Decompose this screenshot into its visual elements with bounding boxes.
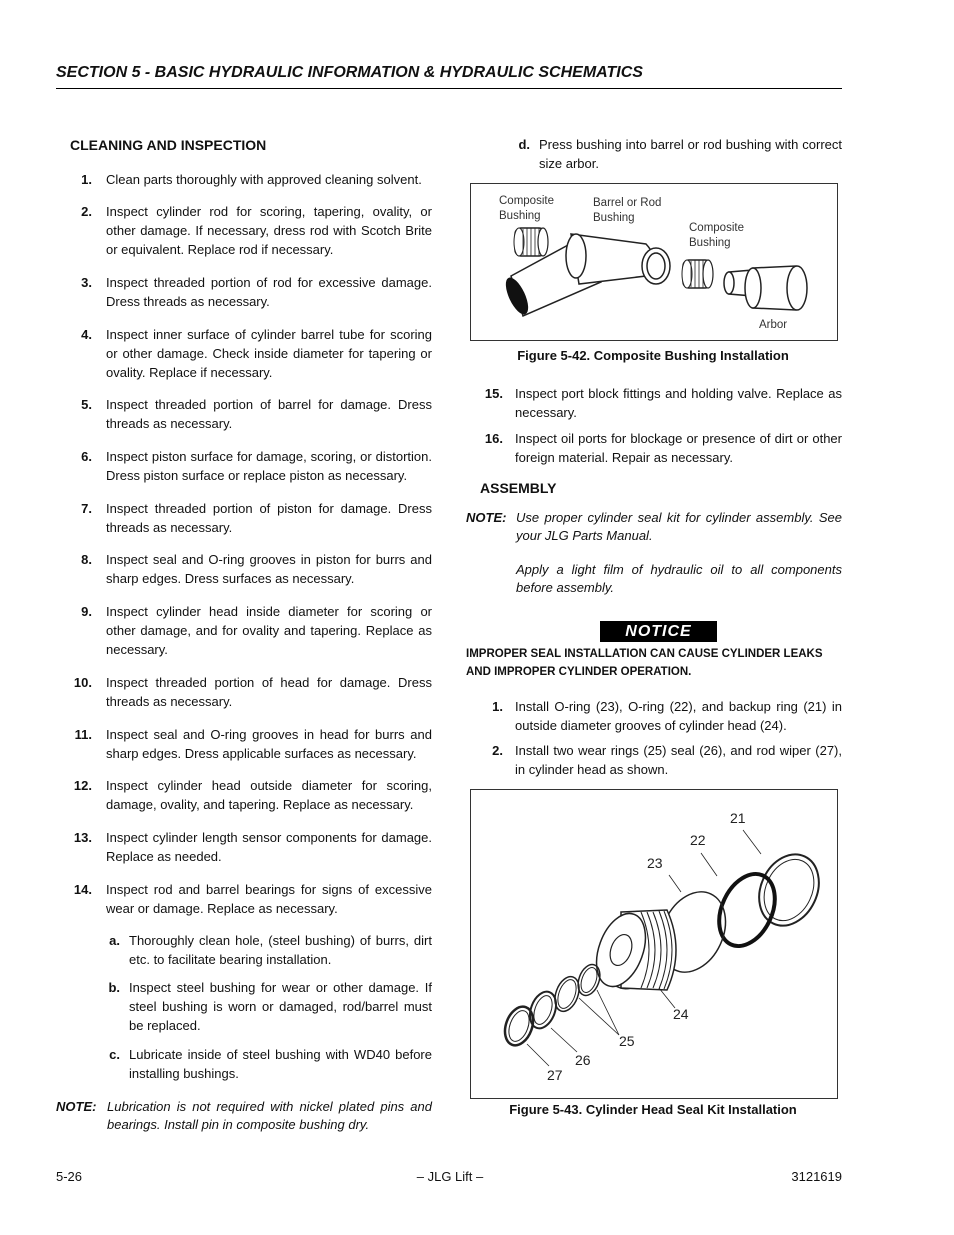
list-item (66, 325, 432, 382)
item-num: 9. (81, 604, 92, 619)
section-title: SECTION 5 - BASIC HYDRAULIC INFORMATION & HYDRAULIC SCHEMATICS (56, 64, 842, 89)
list-item (477, 384, 842, 422)
callout-25: 25 (619, 1033, 635, 1049)
item-text: Inspect threaded portion of piston for damage. Dress threads as necessary. (106, 501, 432, 535)
subitem-text: Thoroughly clean hole, (steel bushing) of burrs, dirt etc. to facilitate bearing installation. (129, 933, 432, 967)
item-num: 1. (81, 172, 92, 187)
subitem-text: Lubricate inside of steel bushing with WD40 before installing bushings. (129, 1047, 432, 1081)
list-item (66, 170, 432, 189)
note-text-1: Use proper cylinder seal kit for cylinder assembly. See your JLG Parts Manual. (516, 510, 842, 543)
page-number: 5-26 (56, 1169, 83, 1184)
item-num: 8. (81, 552, 92, 567)
list-item (66, 550, 432, 588)
item-num: 5. (81, 397, 92, 412)
list-item (66, 602, 432, 659)
callout-26: 26 (575, 1052, 591, 1068)
item-text: Inspect seal and O-ring grooves in head for burrs and sharp edges. Dress applicable surfaces as necessary. (106, 727, 432, 761)
list-item (66, 499, 432, 537)
callout-22: 22 (690, 832, 706, 848)
notice-text: IMPROPER SEAL INSTALLATION CAN CAUSE CYLINDER LEAKS AND IMPROPER CYLINDER OPERATION. (466, 648, 823, 678)
list-item (66, 880, 432, 918)
item-text: Inspect threaded portion of rod for excessive damage. Dress threads as necessary. (106, 275, 432, 309)
list-item (66, 202, 432, 259)
note-text: Lubrication is not required with nickel plated pins and bearings. Install pin in composite bushing dry. (107, 1099, 432, 1132)
item-num: 1. (492, 699, 503, 714)
label-arbor: Arbor (759, 319, 788, 331)
item-num: 2. (492, 743, 503, 758)
item-text: Install O-ring (23), O-ring (22), and backup ring (21) in outside diameter grooves of cylinder head (24). (515, 699, 842, 733)
doc-number: 3121619 (791, 1169, 842, 1184)
list-item (66, 395, 432, 433)
subitem-num: d. (518, 137, 530, 152)
item-text: Inspect seal and O-ring grooves in piston for burrs and sharp edges. Dress surfaces as necessary. (106, 552, 432, 586)
callout-27: 27 (547, 1067, 563, 1083)
figure-5-42-caption: Figure 5-42. Composite Bushing Installation (517, 348, 789, 363)
item-num: 12. (73, 778, 92, 793)
item-text: Inspect oil ports for blockage or presence of dirt or other foreign material. Repair as necessary. (515, 431, 842, 465)
list-item (477, 741, 842, 779)
note-label: NOTE: (466, 510, 507, 525)
list-item (66, 673, 432, 711)
seal-kit-illustration (471, 790, 837, 1098)
item-text: Inspect piston surface for damage, scoring, or distortion. Dress piston surface or replace piston as necessary. (106, 449, 432, 483)
item-text: Install two wear rings (25) seal (26), and rod wiper (27), in cylinder head as shown. (515, 743, 842, 777)
label-composite-bushing-1: Composite Bushing (499, 195, 554, 222)
assembly-note (466, 509, 842, 597)
assembly-heading: ASSEMBLY (480, 480, 557, 496)
callout-24: 24 (673, 1006, 689, 1022)
subitem-d (510, 135, 842, 173)
sub-item (100, 1045, 432, 1083)
item-num: 14. (73, 882, 92, 897)
item-text: Inspect cylinder head inside diameter for scoring or other damage, and for ovality and tapering. Replace as necessary. (106, 604, 432, 657)
list-item (66, 828, 432, 866)
sub-item (100, 931, 432, 969)
item-num: 3. (81, 275, 92, 290)
item-text: Inspect cylinder head outside diameter for scoring, damage, ovality, and tapering. Replace as necessary. (106, 778, 432, 812)
note-label: NOTE: (56, 1099, 97, 1114)
subitem-num: c. (109, 1047, 120, 1062)
cleaning-heading: CLEANING AND INSPECTION (70, 137, 267, 153)
list-item (66, 447, 432, 485)
item-text: Inspect threaded portion of barrel for damage. Dress threads as necessary. (106, 397, 432, 431)
subitem-num: a. (109, 933, 120, 948)
item-num: 7. (81, 501, 92, 516)
subitem-text: Press bushing into barrel or rod bushing with correct size arbor. (539, 137, 842, 171)
callout-21: 21 (730, 810, 746, 826)
item-text: Inspect threaded portion of head for damage. Dress threads as necessary. (106, 675, 432, 709)
callout-23: 23 (647, 855, 663, 871)
item-num: 10. (73, 675, 92, 690)
item-text: Inspect port block fittings and holding valve. Replace as necessary. (515, 386, 842, 420)
notice-badge: NOTICE (600, 621, 717, 642)
item-text: Inspect rod and barrel bearings for signs of excessive wear or damage. Replace as necessary. (106, 882, 432, 916)
item-num: 11. (74, 727, 92, 742)
item-text: Clean parts thoroughly with approved cleaning solvent. (106, 172, 422, 187)
list-item (66, 725, 432, 763)
figure-seal-kit (470, 789, 838, 1099)
footer-center: – JLG Lift – (416, 1169, 484, 1184)
left-note (56, 1098, 432, 1134)
figure-5-43-caption: Figure 5-43. Cylinder Head Seal Kit Installation (509, 1102, 797, 1117)
note-text-2: Apply a light film of hydraulic oil to all components before assembly. (516, 562, 842, 595)
item-num: 6. (81, 449, 92, 464)
subitem-text: Inspect steel bushing for wear or other damage. If steel bushing is worn or damaged, rod/barrel must be replaced. (129, 980, 432, 1033)
item-num: 2. (81, 204, 92, 219)
list-item (477, 697, 842, 735)
list-item (66, 273, 432, 311)
list-item (66, 776, 432, 814)
label-composite-bushing-2: Composite Bushing (689, 222, 744, 249)
item-text: Inspect cylinder length sensor components for damage. Replace as needed. (106, 830, 432, 864)
sub-item (100, 978, 432, 1035)
list-item (477, 429, 842, 467)
item-num: 4. (81, 327, 92, 342)
subitem-num: b. (108, 980, 120, 995)
item-num: 16. (484, 431, 503, 446)
figure-composite-bushing (470, 183, 838, 341)
item-num: 15. (484, 386, 503, 401)
label-barrel-rod-bushing: Barrel or Rod Bushing (593, 197, 662, 224)
item-text: Inspect inner surface of cylinder barrel tube for scoring or other damage. Check inside diameter for tapering or ovality. Replace if necessary. (106, 327, 432, 380)
item-text: Inspect cylinder rod for scoring, tapering, ovality, or other damage. If necessary, dress rod with Scotch Brite or equivalent. Replace rod if necessary. (106, 204, 432, 257)
item-num: 13. (73, 830, 92, 845)
